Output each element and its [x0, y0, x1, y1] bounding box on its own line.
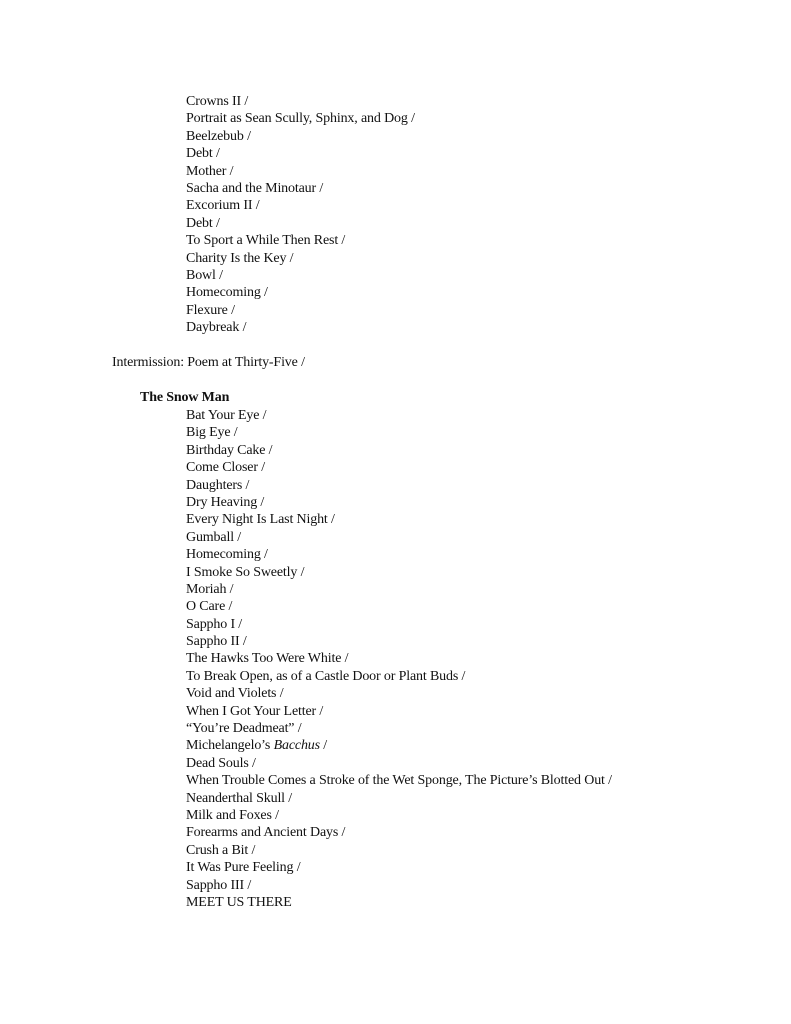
- list-item: Bowl /: [186, 267, 223, 283]
- list-item: Birthday Cake /: [186, 442, 273, 458]
- list-item: Crush a Bit /: [186, 842, 256, 858]
- list-item: To Sport a While Then Rest /: [186, 233, 346, 249]
- list-item: Sappho II /: [186, 634, 247, 650]
- list-item-michelangelo: [186, 737, 612, 754]
- list-item: Dry Heaving /: [186, 494, 265, 510]
- michelangelo-prefix: Michelangelo’s: [186, 738, 274, 754]
- list-item: Moriah /: [186, 581, 234, 597]
- list-item: Portrait as Sean Scully, Sphinx, and Dog /: [186, 111, 415, 127]
- list-item: O Care /: [186, 599, 233, 615]
- bacchus-title: Bacchus: [273, 738, 320, 754]
- section-heading-snow-man: The Snow Man: [140, 390, 230, 405]
- list-item: Dead Souls /: [186, 755, 256, 771]
- list-item: Forearms and Ancient Days /: [186, 825, 346, 841]
- list-item: Crowns II /: [186, 94, 249, 109]
- list-item: Big Eye /: [186, 425, 238, 441]
- list-item: Gumball /: [186, 529, 242, 545]
- list-item: Homecoming /: [186, 547, 268, 563]
- list-item: Debt /: [186, 146, 220, 162]
- list-item: Sappho I /: [186, 616, 243, 632]
- list-item: Excorium II /: [186, 198, 260, 214]
- list-item: Bat Your Eye /: [186, 408, 267, 423]
- michelangelo-suffix: /: [319, 738, 328, 754]
- list-item: Come Closer /: [186, 460, 265, 476]
- list-item: Daybreak /: [186, 320, 247, 336]
- list-item: Void and Violets /: [186, 686, 284, 702]
- list-item: Milk and Foxes /: [186, 807, 279, 823]
- list-item: Daughters /: [186, 477, 250, 493]
- list-item: Sappho III /: [186, 877, 252, 893]
- list-item: Beelzebub /: [186, 128, 251, 144]
- list-item: When I Got Your Letter /: [186, 703, 324, 719]
- list-item: Mother /: [186, 163, 234, 179]
- list-item: I Smoke So Sweetly /: [186, 564, 305, 580]
- list-item: When Trouble Comes a Stroke of the Wet Sponge, The Picture’s Blotted Out /: [186, 773, 612, 789]
- list-item: To Break Open, as of a Castle Door or Plant Buds /: [186, 668, 466, 684]
- list-item: Sacha and the Minotaur /: [186, 180, 324, 196]
- list-item: Flexure /: [186, 302, 235, 318]
- list-item: Every Night Is Last Night /: [186, 512, 335, 528]
- intermission-line: Intermission: Poem at Thirty-Five /: [112, 355, 305, 370]
- first-section-list: [186, 93, 415, 336]
- list-item: It Was Pure Feeling /: [186, 860, 301, 876]
- list-item: Debt /: [186, 215, 220, 231]
- list-item: Neanderthal Skull /: [186, 790, 293, 806]
- list-item: “You’re Deadmeat” /: [186, 721, 302, 737]
- list-item: The Hawks Too Were White /: [186, 651, 349, 667]
- list-item: Homecoming /: [186, 285, 268, 301]
- list-item: Charity Is the Key /: [186, 250, 294, 266]
- snow-man-list: [186, 407, 612, 911]
- list-item: MEET US THERE: [186, 894, 292, 910]
